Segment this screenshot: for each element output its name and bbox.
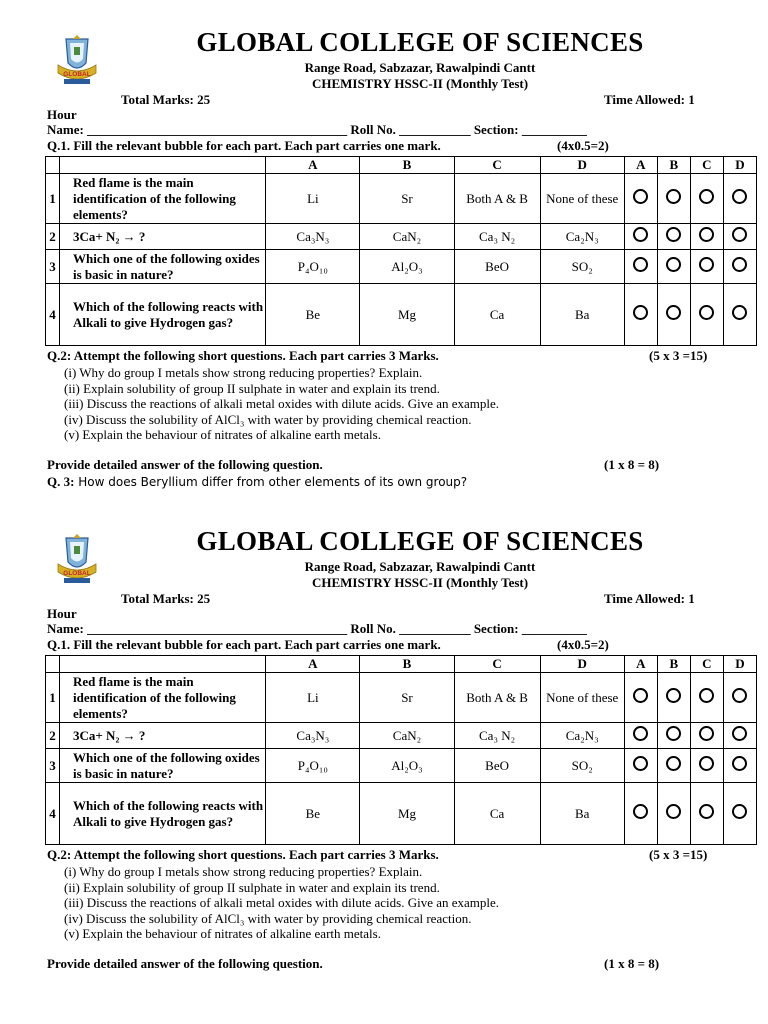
bubble-header: B (657, 157, 690, 174)
bubble-a-cell[interactable] (624, 174, 657, 224)
bubble-circle-icon[interactable] (732, 804, 747, 819)
option-a: Ca₃N₃ (266, 224, 360, 250)
option-c: Ca₃ N₂ (454, 723, 540, 749)
option-d: SO₂ (540, 250, 624, 284)
mcq-table (45, 655, 757, 845)
bubble-b-cell[interactable] (657, 250, 690, 284)
bubble-header: C (690, 157, 723, 174)
option-d: None of these (540, 673, 624, 723)
bubble-c-cell[interactable] (690, 284, 723, 346)
bubble-circle-icon[interactable] (732, 688, 747, 703)
question-text: Which one of the following oxides is basic in nature? (60, 250, 266, 284)
short-question: (v) Explain the behaviour of nitrates of alkaline earth metals. (64, 926, 381, 941)
bubble-d-cell[interactable] (723, 284, 756, 346)
bubble-circle-icon[interactable] (633, 756, 648, 771)
option-a: Li (266, 174, 360, 224)
option-b: Al₂O₃ (360, 749, 454, 783)
bubble-circle-icon[interactable] (699, 227, 714, 242)
bubble-circle-icon[interactable] (732, 257, 747, 272)
bubble-c-cell[interactable] (690, 673, 723, 723)
bubble-d-cell[interactable] (723, 783, 756, 845)
bubble-c-cell[interactable] (690, 783, 723, 845)
option-c: Ca (454, 284, 540, 346)
bubble-c-cell[interactable] (690, 250, 723, 284)
question-text: 3Ca+ N₂ → ? (60, 224, 266, 250)
bubble-circle-icon[interactable] (699, 257, 714, 272)
bubble-a-cell[interactable] (624, 723, 657, 749)
mcq-row (46, 749, 757, 783)
option-b: Al₂O₃ (360, 250, 454, 284)
column-header: B (360, 157, 454, 174)
bubble-b-cell[interactable] (657, 284, 690, 346)
long-question-marks: (1 x 8 = 8) (604, 457, 660, 472)
time-allowed: Time Allowed: 1 (604, 92, 695, 107)
bubble-circle-icon[interactable] (699, 726, 714, 741)
bubble-c-cell[interactable] (690, 174, 723, 224)
bubble-circle-icon[interactable] (732, 227, 747, 242)
bubble-circle-icon[interactable] (633, 257, 648, 272)
q2-marks: (5 x 3 =15) (649, 348, 708, 363)
question-text: Which of the following reacts with Alkali to give Hydrogen gas? (60, 783, 266, 845)
roll-label: Roll No. (350, 621, 396, 636)
option-d: SO₂ (540, 749, 624, 783)
bubble-circle-icon[interactable] (732, 305, 747, 320)
column-header: D (540, 157, 624, 174)
option-c: Both A & B (454, 673, 540, 723)
option-b: Sr (360, 673, 454, 723)
time-allowed: Time Allowed: 1 (604, 591, 695, 606)
question-number: 2 (46, 224, 60, 250)
question-text: 3Ca+ N₂ → ? (60, 723, 266, 749)
bubble-circle-icon[interactable] (666, 756, 681, 771)
mcq-row (46, 284, 757, 346)
bubble-a-cell[interactable] (624, 250, 657, 284)
mcq-row (46, 673, 757, 723)
bubble-d-cell[interactable] (723, 749, 756, 783)
short-question: (iii) Discuss the reactions of alkali metal oxides with dilute acids. Give an example. (64, 396, 500, 411)
bubble-circle-icon[interactable] (666, 257, 681, 272)
short-question: (v) Explain the behaviour of nitrates of alkaline earth metals. (64, 427, 381, 442)
q1-marks: (4x0.5=2) (557, 138, 609, 153)
bubble-d-cell[interactable] (723, 673, 756, 723)
bubble-circle-icon[interactable] (699, 305, 714, 320)
question-text: Red flame is the main identification of the following elements? (60, 174, 266, 224)
bubble-a-cell[interactable] (624, 749, 657, 783)
q3-line (47, 474, 467, 490)
bubble-a-cell[interactable] (624, 673, 657, 723)
option-a: P₄O₁₀ (266, 250, 360, 284)
time-unit: Hour (47, 107, 77, 122)
short-question: (iv) Discuss the solubility of AlCl₃ with water by providing chemical reaction. (64, 911, 472, 926)
bubble-circle-icon[interactable] (633, 804, 648, 819)
bubble-circle-icon[interactable] (633, 726, 648, 741)
mcq-header-row (46, 656, 757, 673)
test-subject: CHEMISTRY HSSC-II (Monthly Test) (311, 76, 529, 91)
option-d: Ba (540, 783, 624, 845)
bubble-circle-icon[interactable] (699, 189, 714, 204)
test-paper-1 (0, 25, 768, 525)
option-a: Be (266, 284, 360, 346)
option-a: Be (266, 783, 360, 845)
question-text: Red flame is the main identification of the following elements? (60, 673, 266, 723)
bubble-header: D (723, 656, 756, 673)
college-title: GLOBAL COLLEGE OF SCIENCES (196, 526, 644, 556)
mcq-row (46, 250, 757, 284)
option-d: Ca₂N₃ (540, 723, 624, 749)
short-question: (i) Why do group I metals show strong reducing properties? Explain. (64, 365, 423, 380)
long-question-instruction: Provide detailed answer of the following question. (47, 956, 323, 971)
question-number: 1 (46, 673, 60, 723)
logo-text: GLOBAL (63, 71, 91, 78)
roll-label: Roll No. (350, 122, 396, 137)
option-c: Both A & B (454, 174, 540, 224)
bubble-c-cell[interactable] (690, 723, 723, 749)
bubble-circle-icon[interactable] (732, 726, 747, 741)
header-blank (46, 656, 60, 673)
bubble-circle-icon[interactable] (666, 688, 681, 703)
bubble-b-cell[interactable] (657, 174, 690, 224)
column-header: B (360, 656, 454, 673)
mcq-table (45, 156, 757, 346)
option-d: None of these (540, 174, 624, 224)
column-header: C (454, 656, 540, 673)
short-question: (iv) Discuss the solubility of AlCl₃ with water by providing chemical reaction. (64, 412, 472, 427)
bubble-c-cell[interactable] (690, 749, 723, 783)
bubble-circle-icon[interactable] (666, 305, 681, 320)
question-text: Which one of the following oxides is basic in nature? (60, 749, 266, 783)
option-c: Ca (454, 783, 540, 845)
header-blank (46, 157, 60, 174)
option-c: Ca₃ N₂ (454, 224, 540, 250)
section-label: Section: (473, 122, 519, 137)
option-d: Ca₂N₃ (540, 224, 624, 250)
q2-instruction: Q.2: Attempt the following short questions. Each part carries 3 Marks. (47, 847, 439, 862)
bubble-d-cell[interactable] (723, 250, 756, 284)
option-a: Ca₃N₃ (266, 723, 360, 749)
q2-instruction: Q.2: Attempt the following short questions. Each part carries 3 Marks. (47, 348, 439, 363)
option-b: Mg (360, 284, 454, 346)
bubble-circle-icon[interactable] (666, 189, 681, 204)
section-label: Section: (473, 621, 519, 636)
long-question-instruction: Provide detailed answer of the following question. (47, 457, 323, 472)
option-d: Ba (540, 284, 624, 346)
q2-marks: (5 x 3 =15) (649, 847, 708, 862)
name-label: Name: (47, 621, 84, 636)
bubble-circle-icon[interactable] (633, 189, 648, 204)
short-question: (i) Why do group I metals show strong reducing properties? Explain. (64, 864, 423, 879)
option-b: Sr (360, 174, 454, 224)
header-question (60, 157, 266, 174)
question-number: 3 (46, 250, 60, 284)
student-info-line: Name: ________________________________________ Roll No. ___________ Section: __________ (47, 122, 587, 137)
bubble-d-cell[interactable] (723, 224, 756, 250)
college-address: Range Road, Sabzazar, Rawalpindi Cantt (304, 60, 536, 75)
name-label: Name: (47, 122, 84, 137)
mcq-row (46, 783, 757, 845)
bubble-a-cell[interactable] (624, 783, 657, 845)
mcq-row (46, 174, 757, 224)
bubble-circle-icon[interactable] (732, 756, 747, 771)
mcq-row (46, 723, 757, 749)
logo-text: GLOBAL (63, 570, 91, 577)
question-number: 3 (46, 749, 60, 783)
short-question: (iii) Discuss the reactions of alkali metal oxides with dilute acids. Give an example. (64, 895, 500, 910)
bubble-circle-icon[interactable] (699, 756, 714, 771)
q1-instruction: Q.1. Fill the relevant bubble for each part. Each part carries one mark. (47, 637, 441, 652)
bubble-circle-icon[interactable] (666, 726, 681, 741)
question-number: 4 (46, 783, 60, 845)
total-marks: Total Marks: 25 (121, 92, 211, 107)
bubble-circle-icon[interactable] (666, 804, 681, 819)
option-a: Li (266, 673, 360, 723)
bubble-header: C (690, 656, 723, 673)
column-header: A (266, 157, 360, 174)
time-unit: Hour (47, 606, 77, 621)
q3-text: How does Beryllium differ from other elements of its own group? (78, 475, 468, 489)
bubble-d-cell[interactable] (723, 723, 756, 749)
question-text: Which of the following reacts with Alkali to give Hydrogen gas? (60, 284, 266, 346)
bubble-circle-icon[interactable] (732, 189, 747, 204)
college-title: GLOBAL COLLEGE OF SCIENCES (196, 27, 644, 57)
test-subject: CHEMISTRY HSSC-II (Monthly Test) (311, 575, 529, 590)
long-question-marks: (1 x 8 = 8) (604, 956, 660, 971)
test-paper-2 (0, 524, 768, 1024)
bubble-circle-icon[interactable] (633, 305, 648, 320)
option-a: P₄O₁₀ (266, 749, 360, 783)
bubble-b-cell[interactable] (657, 723, 690, 749)
bubble-circle-icon[interactable] (633, 688, 648, 703)
bubble-b-cell[interactable] (657, 749, 690, 783)
bubble-d-cell[interactable] (723, 174, 756, 224)
bubble-a-cell[interactable] (624, 284, 657, 346)
bubble-header: B (657, 656, 690, 673)
option-c: BeO (454, 250, 540, 284)
bubble-circle-icon[interactable] (699, 688, 714, 703)
bubble-header: A (624, 157, 657, 174)
q1-instruction: Q.1. Fill the relevant bubble for each part. Each part carries one mark. (47, 138, 441, 153)
bubble-c-cell[interactable] (690, 224, 723, 250)
bubble-circle-icon[interactable] (666, 227, 681, 242)
bubble-b-cell[interactable] (657, 783, 690, 845)
bubble-b-cell[interactable] (657, 673, 690, 723)
bubble-circle-icon[interactable] (633, 227, 648, 242)
header-question (60, 656, 266, 673)
option-b: CaN₂ (360, 723, 454, 749)
question-number: 1 (46, 174, 60, 224)
short-question: (ii) Explain solubility of group II sulphate in water and explain its trend. (64, 381, 440, 396)
total-marks: Total Marks: 25 (121, 591, 211, 606)
question-number: 4 (46, 284, 60, 346)
option-b: Mg (360, 783, 454, 845)
bubble-header: A (624, 656, 657, 673)
bubble-b-cell[interactable] (657, 224, 690, 250)
q1-marks: (4x0.5=2) (557, 637, 609, 652)
column-header: C (454, 157, 540, 174)
column-header: A (266, 656, 360, 673)
question-number: 2 (46, 723, 60, 749)
bubble-a-cell[interactable] (624, 224, 657, 250)
college-address: Range Road, Sabzazar, Rawalpindi Cantt (304, 559, 536, 574)
student-info-line: Name: ________________________________________ Roll No. ___________ Section: __________ (47, 621, 587, 636)
option-b: CaN₂ (360, 224, 454, 250)
mcq-header-row (46, 157, 757, 174)
bubble-header: D (723, 157, 756, 174)
q3-label: Q. 3: (47, 474, 75, 489)
column-header: D (540, 656, 624, 673)
mcq-row (46, 224, 757, 250)
bubble-circle-icon[interactable] (699, 804, 714, 819)
option-c: BeO (454, 749, 540, 783)
short-question: (ii) Explain solubility of group II sulphate in water and explain its trend. (64, 880, 440, 895)
